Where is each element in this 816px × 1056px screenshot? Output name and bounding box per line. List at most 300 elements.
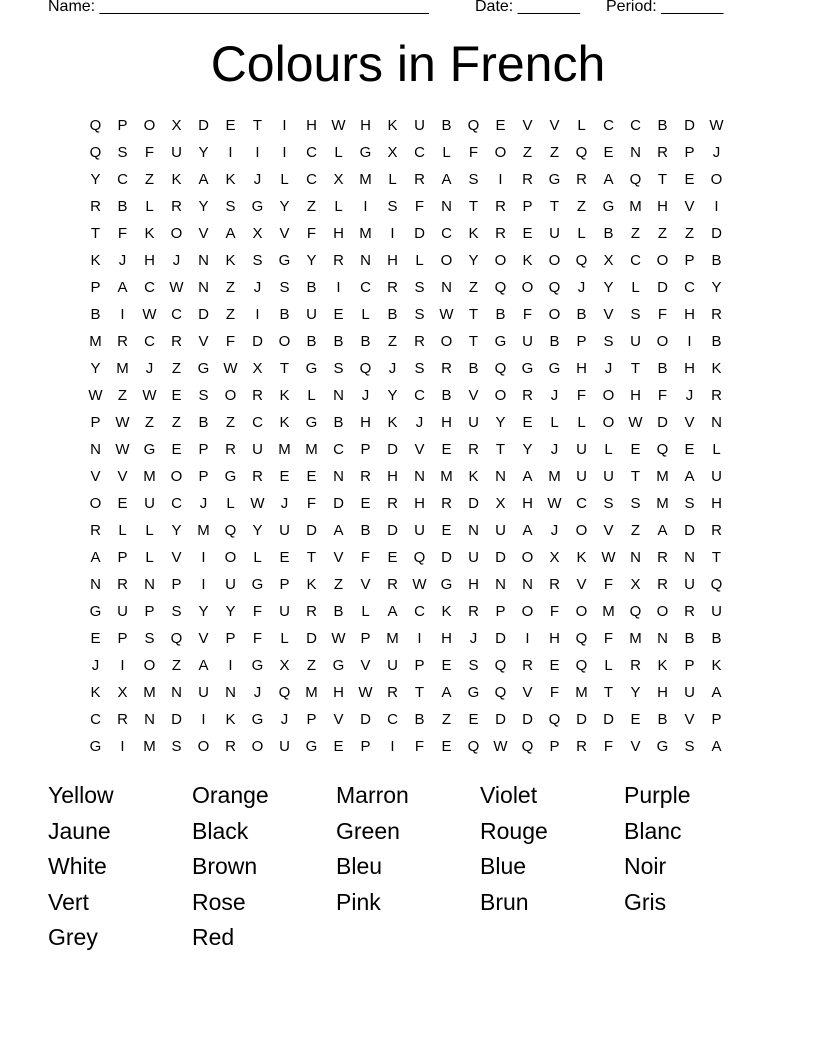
grid-letter: G [305,738,318,755]
grid-letter: W [628,414,643,431]
grid-letter: H [414,495,425,512]
grid-letter: L [145,522,154,539]
grid-letter: O [224,387,237,404]
grid-letter: E [630,441,641,458]
grid-letter: P [306,711,317,728]
grid-letter: U [171,144,182,161]
grid-letter: R [468,441,479,458]
grid-letter: L [280,171,289,188]
grid-letter: C [630,117,641,134]
grid-letter: N [684,549,695,566]
grid-letter: F [360,549,371,566]
grid-letter: A [522,468,533,485]
grid-letter: D [522,711,533,728]
grid-letter: J [199,495,208,512]
grid-letter: S [252,252,263,269]
grid-letter: P [90,414,101,431]
grid-letter: L [388,171,397,188]
grid-letter: I [120,738,125,755]
grid-letter: E [684,441,695,458]
grid-letter: B [549,333,560,350]
grid-letter: Y [90,171,101,188]
grid-letter: H [387,468,398,485]
grid-letter: N [495,468,506,485]
word-list-item: Rouge [480,817,548,844]
grid-letter: V [684,198,695,215]
grid-letter: D [495,630,506,647]
grid-letter: V [279,225,290,242]
grid-letter: H [657,198,668,215]
grid-letter: W [493,738,508,755]
grid-letter: L [361,603,370,620]
grid-letter: E [279,549,290,566]
grid-letter: G [359,144,372,161]
grid-letter: D [657,279,668,296]
grid-letter: Z [657,225,668,242]
grid-letter: Y [225,603,236,620]
grid-letter: K [225,252,236,269]
grid-letter: T [279,360,290,377]
grid-letter: P [414,657,425,674]
grid-letter: C [333,441,344,458]
grid-letter: N [468,522,479,539]
grid-letter: P [495,603,506,620]
word-list-item: Grey [48,924,98,950]
grid-letter: X [549,549,560,566]
grid-letter: B [468,360,479,377]
grid-letter: X [252,360,263,377]
grid-letter: W [331,630,346,647]
grid-letter: K [522,252,533,269]
grid-letter: S [387,198,398,215]
grid-letter: U [684,684,695,701]
grid-letter: M [440,468,453,485]
grid-letter: O [656,252,669,269]
grid-letter: G [494,333,507,350]
grid-letter: G [251,711,264,728]
grid-letter: R [441,495,452,512]
grid-letter: J [550,522,559,539]
grid-letter: G [278,252,291,269]
grid-letter: V [468,387,479,404]
grid-letter: W [88,387,103,404]
grid-letter: N [630,549,641,566]
grid-letter: F [576,387,587,404]
grid-letter: T [495,441,506,458]
grid-letter: V [684,711,695,728]
grid-letter: V [522,117,533,134]
grid-letter: Q [413,549,426,566]
grid-letter: U [522,333,533,350]
grid-letter: U [630,333,641,350]
grid-letter: N [630,144,641,161]
grid-letter: F [225,333,236,350]
grid-letter: B [495,306,506,323]
word-list-item: Brown [192,853,258,879]
grid-letter: U [603,468,614,485]
grid-letter: R [414,333,425,350]
grid-letter: J [469,630,478,647]
grid-letter: X [495,495,506,512]
grid-letter: H [441,630,452,647]
word-list-item: Gris [624,888,667,915]
grid-letter: G [224,468,237,485]
grid-letter: N [144,576,155,593]
grid-letter: C [603,117,614,134]
grid-letter: V [360,657,371,674]
grid-letter: O [143,117,156,134]
grid-letter: F [414,738,425,755]
grid-letter: G [143,441,156,458]
grid-letter: G [440,576,453,593]
grid-letter: D [360,711,371,728]
grid-letter: C [144,333,155,350]
grid-letter: N [333,387,344,404]
grid-letter: Y [90,360,101,377]
grid-letter: B [603,225,614,242]
word-list-item: Black [192,817,249,844]
grid-letter: D [468,495,479,512]
grid-letter: V [198,225,209,242]
grid-letter: N [441,279,452,296]
grid-letter: H [441,414,452,431]
grid-letter: R [306,603,317,620]
grid-letter: X [171,117,182,134]
grid-letter: E [441,441,452,458]
grid-letter: K [171,171,182,188]
grid-letter: E [333,306,344,323]
grid-letter: F [549,603,560,620]
grid-letter: Z [387,333,398,350]
grid-letter: B [360,333,371,350]
grid-letter: T [603,684,614,701]
grid-letter: R [549,576,560,593]
grid-letter: K [468,225,479,242]
word-list [48,778,768,956]
grid-letter: E [441,657,452,674]
grid-letter: O [521,603,534,620]
grid-letter: L [226,495,235,512]
grid-letter: B [657,117,668,134]
grid-letter: H [468,576,479,593]
grid-letter: K [279,387,290,404]
grid-letter: E [495,117,506,134]
grid-letter: B [333,333,344,350]
grid-letter: E [117,495,128,512]
grid-letter: P [117,630,128,647]
grid-letter: R [657,576,668,593]
grid-letter: V [414,441,425,458]
grid-letter: K [711,360,722,377]
grid-letter: H [684,306,695,323]
grid-letter: E [441,738,452,755]
grid-letter: V [603,306,614,323]
grid-letter: D [495,549,506,566]
grid-letter: O [575,603,588,620]
grid-letter: Z [333,576,344,593]
grid-letter: Q [575,630,588,647]
grid-letter: N [90,576,101,593]
grid-letter: B [711,333,722,350]
grid-letter: B [576,306,587,323]
grid-letter: B [657,711,668,728]
grid-letter: A [711,684,722,701]
grid-letter: U [711,468,722,485]
grid-letter: F [657,306,668,323]
grid-letter: Q [359,360,372,377]
word-list-item: Blanc [624,817,682,844]
grid-letter: R [522,387,533,404]
grid-letter: Z [522,144,533,161]
grid-letter: F [549,684,560,701]
grid-letter: C [414,144,425,161]
grid-letter: L [415,252,424,269]
grid-letter: R [387,576,398,593]
grid-letter: L [577,225,586,242]
grid-letter: Q [89,144,102,161]
grid-letter: Q [575,144,588,161]
grid-letter: J [280,711,289,728]
grid-letter: P [360,630,371,647]
grid-letter: A [117,279,128,296]
grid-letter: H [360,117,371,134]
grid-letter: L [604,657,613,674]
grid-letter: J [604,360,613,377]
grid-letter: G [89,738,102,755]
grid-letter: L [604,441,613,458]
grid-letter: U [144,495,155,512]
grid-letter: O [494,144,507,161]
grid-letter: T [90,225,101,242]
grid-letter: U [117,603,128,620]
grid-letter: R [441,360,452,377]
grid-letter: E [333,738,344,755]
grid-letter: Q [710,576,723,593]
grid-letter: W [223,360,238,377]
grid-letter: L [307,387,316,404]
grid-letter: A [522,522,533,539]
grid-letter: U [468,549,479,566]
grid-letter: I [525,630,530,647]
grid-letter: O [170,225,183,242]
grid-letter: Y [468,252,479,269]
grid-letter: C [252,414,263,431]
grid-letter: M [548,468,561,485]
grid-letter: H [657,684,668,701]
grid-letter: G [332,657,345,674]
grid-letter: O [440,252,453,269]
grid-letter: R [468,603,479,620]
grid-letter: D [576,711,587,728]
grid-letter: R [225,441,236,458]
grid-letter: C [360,279,371,296]
grid-letter: R [711,306,722,323]
grid-letter: B [657,360,668,377]
grid-letter: H [576,360,587,377]
grid-letter: Z [549,144,560,161]
grid-letter: G [602,198,615,215]
grid-letter: D [171,711,182,728]
grid-letter: I [714,198,719,215]
grid-letter: T [711,549,722,566]
grid-letter: C [306,171,317,188]
grid-letter: U [684,576,695,593]
grid-letter: N [198,279,209,296]
grid-letter: C [441,225,452,242]
grid-letter: C [387,711,398,728]
word-list-item: Orange [192,782,269,808]
word-list-item: Green [336,817,400,844]
grid-letter: P [198,468,209,485]
grid-letter: D [711,225,722,242]
grid-letter: U [279,738,290,755]
grid-letter: O [548,306,561,323]
grid-letter: P [711,711,722,728]
grid-letter: R [333,252,344,269]
grid-letter: S [171,738,182,755]
grid-letter: S [414,360,425,377]
grid-letter: P [576,333,587,350]
grid-letter: E [279,468,290,485]
grid-letter: I [228,657,233,674]
grid-letter: D [684,117,695,134]
grid-letter: R [657,549,668,566]
grid-letter: P [117,117,128,134]
grid-letter: J [388,360,397,377]
grid-letter: W [169,279,184,296]
grid-letter: H [333,225,344,242]
grid-letter: A [333,522,344,539]
grid-letter: Q [89,117,102,134]
grid-letter: B [441,117,452,134]
grid-letter: Y [198,144,209,161]
grid-letter: R [90,522,101,539]
grid-letter: Q [494,657,507,674]
grid-letter: P [225,630,236,647]
grid-letter: V [684,414,695,431]
grid-letter: T [630,468,641,485]
grid-letter: I [282,117,287,134]
grid-letter: T [657,171,668,188]
grid-letter: D [252,333,263,350]
grid-letter: E [630,711,641,728]
grid-letter: X [387,144,398,161]
grid-letter: N [711,414,722,431]
grid-letter: A [441,684,452,701]
grid-letter: A [441,171,452,188]
grid-letter: O [656,603,669,620]
grid-letter: R [711,522,722,539]
grid-letter: V [576,576,587,593]
grid-letter: K [441,603,452,620]
grid-letter: E [684,171,695,188]
grid-letter: Z [225,279,236,296]
grid-letter: I [390,225,395,242]
grid-letter: F [414,198,425,215]
grid-letter: R [117,333,128,350]
grid-letter: P [117,549,128,566]
grid-letter: I [687,333,692,350]
grid-letter: Y [306,252,317,269]
grid-letter: B [414,711,425,728]
grid-letter: Z [630,522,641,539]
grid-letter: E [441,522,452,539]
date-field: Date: _______ [475,0,580,15]
grid-letter: Y [522,441,533,458]
grid-letter: B [333,603,344,620]
grid-letter: Q [629,171,642,188]
grid-letter: Z [171,657,182,674]
grid-letter: G [197,360,210,377]
grid-letter: U [576,468,587,485]
grid-letter: O [143,657,156,674]
grid-letter: P [144,603,155,620]
grid-letter: R [117,711,128,728]
grid-letter: Z [225,306,236,323]
grid-letter: I [255,144,260,161]
grid-letter: S [117,144,128,161]
grid-letter: J [361,387,370,404]
grid-letter: E [603,144,614,161]
grid-letter: R [576,738,587,755]
grid-letter: E [225,117,236,134]
word-list-item: Rose [192,888,246,915]
grid-letter: J [577,279,586,296]
grid-letter: O [251,738,264,755]
grid-letter: C [630,252,641,269]
grid-letter: R [387,684,398,701]
word-list-item: Yellow [48,782,114,808]
word-list-item: Pink [336,888,381,915]
grid-letter: S [684,738,695,755]
grid-letter: V [90,468,101,485]
grid-letter: P [684,144,695,161]
grid-letter: F [252,603,263,620]
grid-letter: G [251,657,264,674]
grid-letter: A [387,603,398,620]
grid-letter: U [711,603,722,620]
grid-letter: R [387,495,398,512]
grid-letter: X [279,657,290,674]
grid-letter: V [333,549,344,566]
grid-letter: B [306,279,317,296]
grid-letter: J [145,360,154,377]
grid-letter: F [603,630,614,647]
grid-letter: M [143,684,156,701]
grid-letter: U [252,441,263,458]
grid-letter: V [603,522,614,539]
grid-letter: E [360,495,371,512]
grid-letter: K [306,576,317,593]
grid-letter: U [414,117,425,134]
grid-letter: Q [494,279,507,296]
word-list-item: Red [192,924,235,950]
grid-letter: W [331,117,346,134]
grid-letter: R [252,387,263,404]
grid-letter: F [306,495,317,512]
grid-letter: W [142,387,157,404]
grid-letter: M [629,198,642,215]
grid-letter: O [224,549,237,566]
grid-letter: U [549,225,560,242]
grid-letter: J [712,144,721,161]
grid-letter: C [306,144,317,161]
grid-letter: I [201,711,206,728]
grid-letter: F [144,144,155,161]
grid-letter: A [198,657,209,674]
grid-letter: R [117,576,128,593]
grid-letter: F [603,576,614,593]
